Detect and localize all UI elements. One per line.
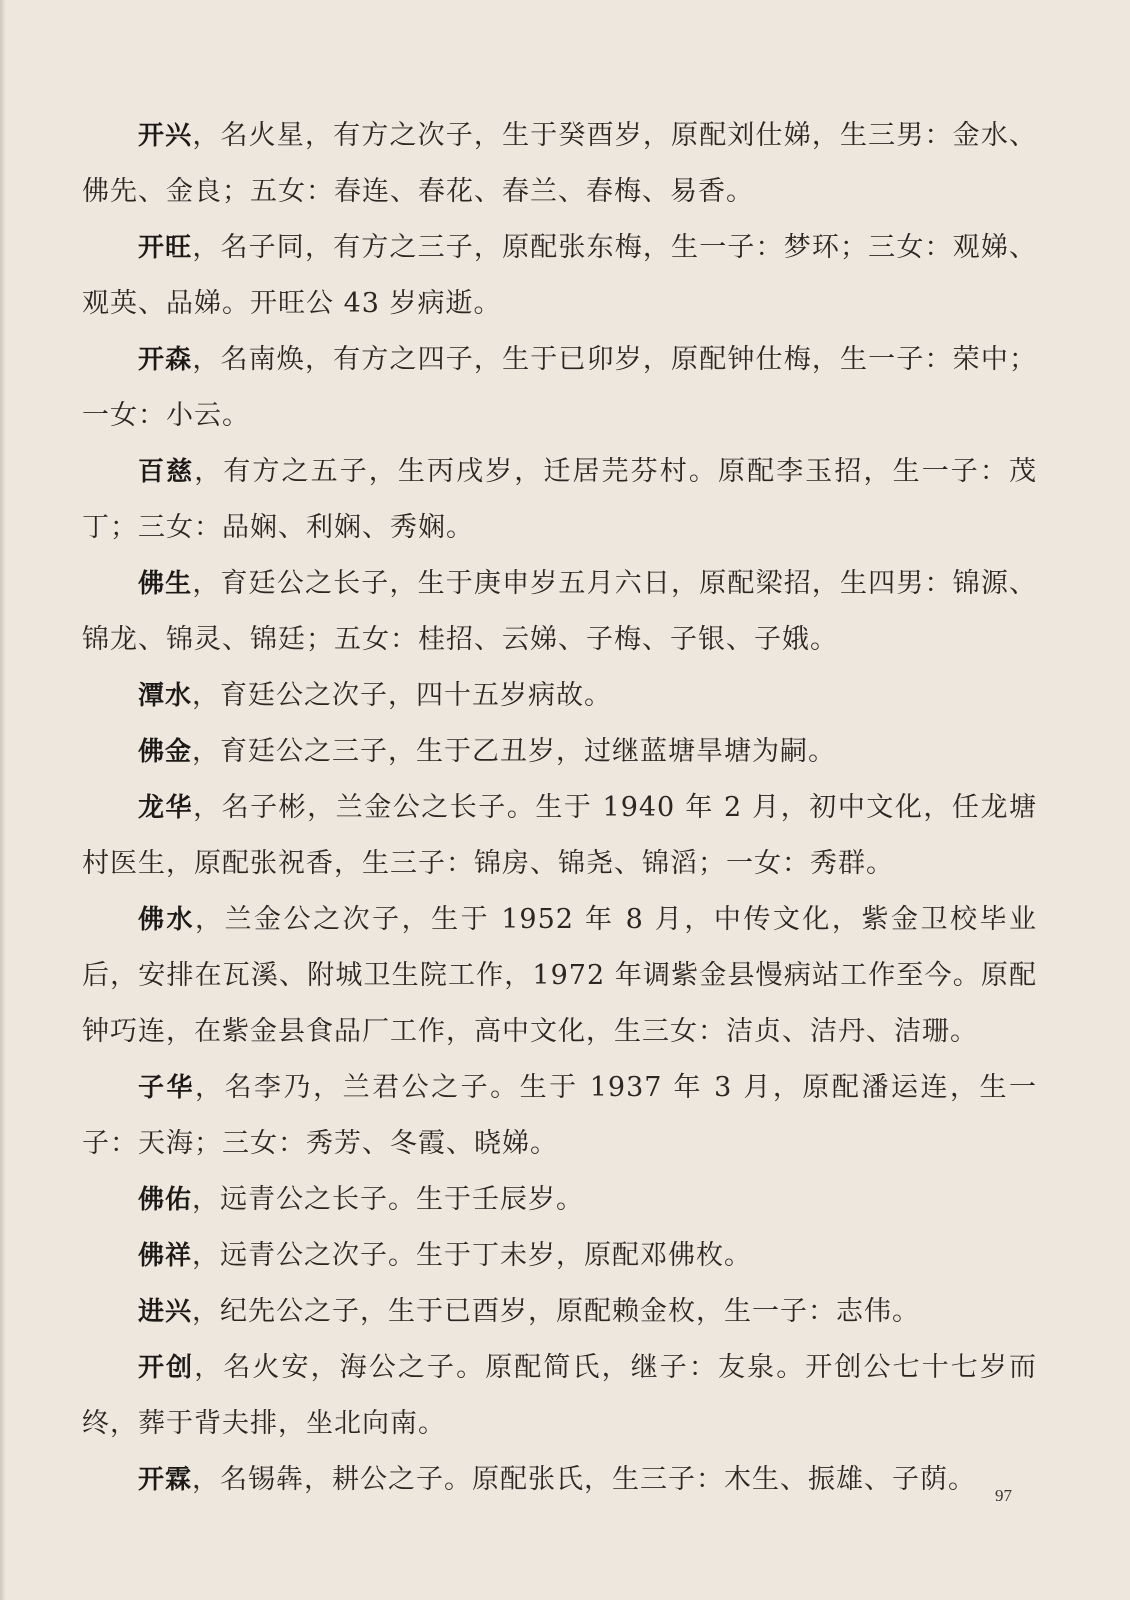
person-description: ，有方之五子，生丙戌岁，迁居芫芬村。原配李玉招，生一子：茂丁；三女：品娴、利娴、秀娴。 — [82, 456, 1037, 543]
person-description: ，名南焕，有方之四子，生于已卯岁，原配钟仕梅，生一子：荣中；一女：小云。 — [82, 344, 1037, 431]
page-number: 97 — [995, 1486, 1012, 1505]
person-description: ，纪先公之子，生于已酉岁，原配赖金枚，生一子：志伟。 — [192, 1296, 921, 1327]
genealogy-entry — [82, 1060, 1037, 1172]
person-name: 开霖 — [138, 1465, 193, 1495]
person-name: 开兴 — [138, 121, 193, 151]
genealogy-entry — [82, 332, 1037, 444]
genealogy-entry — [82, 780, 1037, 892]
person-description: ，名子彬，兰金公之长子。生于 1940 年 2 月，初中文化，任龙塘村医生，原配张祝香，生三子：锦房、锦尧、锦滔；一女：秀群。 — [82, 792, 1037, 879]
person-name: 开创 — [138, 1353, 195, 1383]
genealogy-entry — [82, 668, 1037, 724]
person-description: ，名火安，海公之子。原配简氏，继子：友泉。开创公七十七岁而终，葬于背夫排，坐北向南。 — [82, 1352, 1037, 1439]
person-name: 佛金 — [138, 737, 193, 767]
person-description: ，远青公之次子。生于丁未岁，原配邓佛枚。 — [192, 1240, 753, 1271]
person-name: 开森 — [138, 345, 193, 375]
genealogy-entry — [82, 220, 1037, 332]
genealogy-entry — [82, 444, 1037, 556]
person-name: 百慈 — [138, 457, 195, 487]
person-name: 佛祥 — [138, 1241, 193, 1271]
person-name: 佛佑 — [138, 1185, 193, 1215]
person-description: ，名锡犇，耕公之子。原配张氏，生三子：木生、振雄、子荫。 — [192, 1464, 977, 1495]
person-name: 佛水 — [138, 905, 196, 935]
genealogy-entry — [82, 1228, 1037, 1284]
person-description: ，育廷公之长子，生于庚申岁五月六日，原配梁招，生四男：锦源、锦龙、锦灵、锦廷；五女：桂招、云娣、子梅、子银、子娥。 — [82, 568, 1037, 655]
person-description: ，育廷公之次子，四十五岁病故。 — [192, 680, 613, 711]
person-name: 佛生 — [138, 569, 193, 599]
genealogy-entry — [82, 1284, 1037, 1340]
person-name: 子华 — [138, 1073, 196, 1103]
person-description: ，育廷公之三子，生于乙丑岁，过继蓝塘旱塘为嗣。 — [192, 736, 837, 767]
person-name: 开旺 — [138, 233, 193, 263]
genealogy-entry — [82, 556, 1037, 668]
genealogy-entry — [82, 892, 1037, 1060]
genealogy-text — [82, 108, 1037, 1508]
genealogy-entry — [82, 1172, 1037, 1228]
person-name: 龙华 — [138, 793, 194, 823]
person-description: ，名火星，有方之次子，生于癸酉岁，原配刘仕娣，生三男：金水、佛先、金良；五女：春连、春花、春兰、春梅、易香。 — [82, 120, 1037, 207]
person-name: 进兴 — [138, 1297, 193, 1327]
genealogy-entry — [82, 1452, 1037, 1508]
person-description: ，名子同，有方之三子，原配张东梅，生一子：梦环；三女：观娣、观英、品娣。开旺公 43 岁病逝。 — [82, 232, 1037, 319]
genealogy-entry — [82, 724, 1037, 780]
person-description: ，名李乃，兰君公之子。生于 1937 年 3 月，原配潘运连，生一子：天海；三女：秀芳、冬霞、晓娣。 — [82, 1072, 1037, 1159]
person-name: 潭水 — [138, 681, 193, 711]
genealogy-entry — [82, 108, 1037, 220]
person-description: ，兰金公之次子，生于 1952 年 8 月，中传文化，紫金卫校毕业后，安排在瓦溪、附城卫生院工作，1972 年调紫金县慢病站工作至今。原配钟巧连，在紫金县食品厂工作，高中文化，生三女：洁贞、洁丹、洁珊。 — [82, 904, 1037, 1047]
person-description: ，远青公之长子。生于壬辰岁。 — [192, 1184, 585, 1215]
genealogy-entry — [82, 1340, 1037, 1452]
